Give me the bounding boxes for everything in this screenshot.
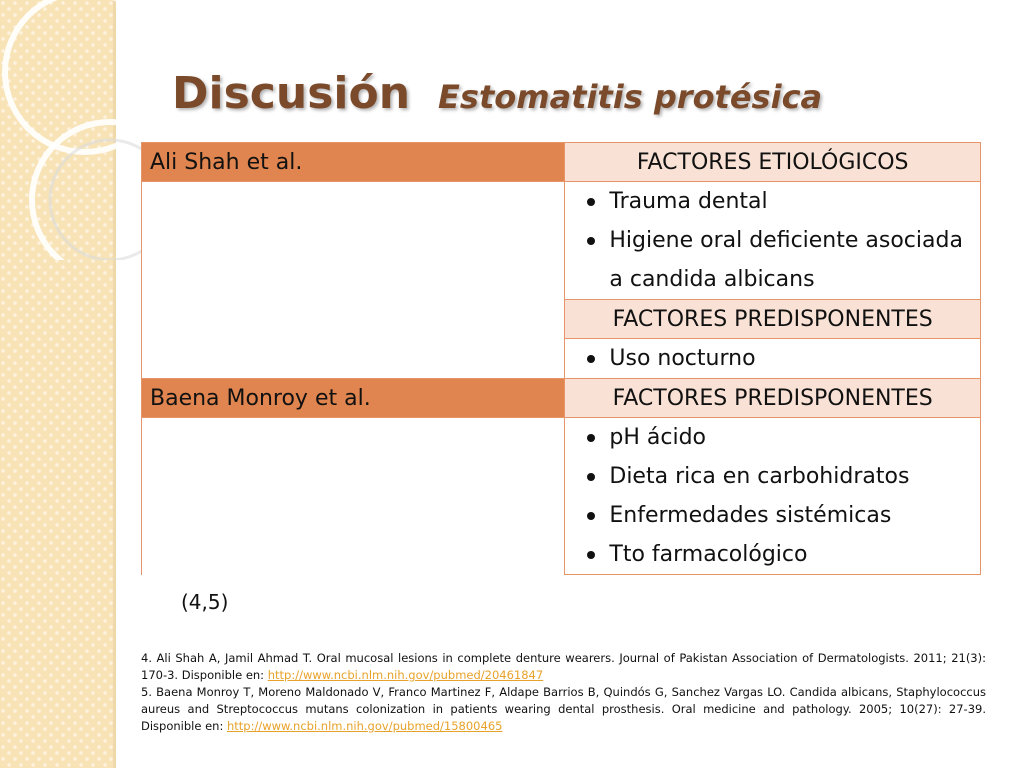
citation-label: (4,5) <box>181 590 229 614</box>
table-row <box>142 379 981 418</box>
list-item: Tto farmacológico <box>587 535 980 574</box>
table-row <box>142 143 981 182</box>
author-cell: Baena Monroy et al. <box>142 379 565 418</box>
etiologic-list <box>565 182 980 299</box>
empty-cell <box>142 182 565 379</box>
references <box>141 650 986 735</box>
list-item: Dieta rica en carbohidratos <box>587 457 980 496</box>
list-cell <box>565 418 981 575</box>
table-row <box>142 418 981 575</box>
list-item: pH ácido <box>587 418 980 457</box>
header-cell: FACTORES ETIOLÓGICOS <box>565 143 981 182</box>
title-main: Discusión <box>172 68 411 119</box>
reference-text: 5. Baena Monroy T, Moreno Maldonado V, Franco Martinez F, Aldape Barrios B, Quindós G, Sanchez Vargas LO. Candida albicans, Staphylococcus aureus and Streptococcus mutans colonization in patients wearing dental prosthesis. Oral medicine and pathology. 2005; 10(27): 27-39. Disponible en: <box>141 685 986 733</box>
predisposing-list-1 <box>565 339 980 378</box>
reference-link[interactable]: http://www.ncbi.nlm.nih.gov/pubmed/15800465 <box>226 719 503 733</box>
reference-item <box>141 650 986 684</box>
subheader-cell: FACTORES PREDISPONENTES <box>565 300 981 339</box>
slide-title <box>172 68 822 119</box>
list-item: Enfermedades sistémicas <box>587 496 980 535</box>
reference-item <box>141 684 986 735</box>
reference-text: 4. Ali Shah A, Jamil Ahmad T. Oral mucosal lesions in complete denture wearers. Journal of Pakistan Association of Dermatologists. 2011; 21(3): 170-3. Disponible en: <box>141 651 986 682</box>
list-cell <box>565 339 981 379</box>
header-cell: FACTORES PREDISPONENTES <box>565 379 981 418</box>
list-cell <box>565 182 981 300</box>
list-item: Higiene oral deficiente asociada a candida albicans <box>587 221 980 299</box>
title-subtitle: Estomatitis protésica <box>438 78 823 116</box>
reference-link[interactable]: http://www.ncbi.nlm.nih.gov/pubmed/20461847 <box>267 668 544 682</box>
predisposing-list-2 <box>565 418 980 574</box>
table-row <box>142 182 981 300</box>
author-cell: Ali Shah et al. <box>142 143 565 182</box>
list-item: Uso nocturno <box>587 339 980 378</box>
empty-cell <box>142 418 565 575</box>
list-item: Trauma dental <box>587 182 980 221</box>
factors-table <box>141 142 981 575</box>
